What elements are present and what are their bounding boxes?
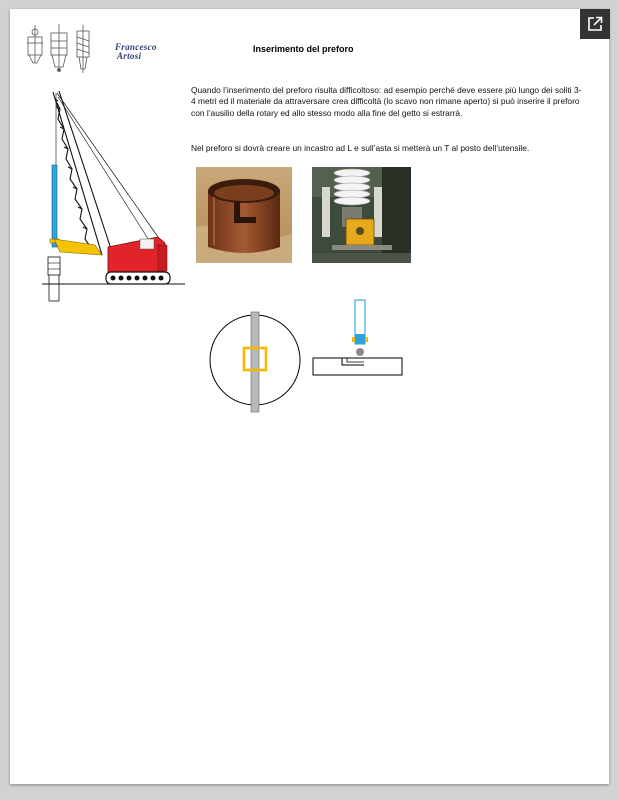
casing-photo [196,167,292,263]
t-tool-photo [312,167,411,263]
drill-kelly [52,165,57,247]
logo-name-first: Francesco [115,42,157,52]
crane-illustration [40,87,185,302]
open-external-icon [587,16,603,32]
joint-diagram [206,285,416,420]
logo-name [115,43,157,61]
page-title: Inserimento del preforo [253,44,354,54]
open-external-button[interactable] [580,9,610,39]
logo-machines-graphic [25,23,103,75]
rod-section [251,312,259,412]
casing-wall-section [313,358,402,375]
t-key-pin [356,348,364,356]
crane-body [108,237,165,272]
document-page [10,9,609,784]
instruction-paragraph: Nel preforo si dovrà creare un incastro ad L e sull’asta si metterà un T al posto dell’utensile. [191,143,530,153]
intro-paragraph: Quando l’inserimento del preforo risulta difficoltoso: ad esempio perché deve essere più lungo dei soliti 3-4 metri ed il materiale da attraversare crea difficoltà (lo scavo non rimane aperto) si può inserire il preforo con l’ausilio della rotary ed allo stesso modo alla fine del getto si estrarrà. [191,85,582,118]
company-logo [25,23,160,75]
logo-name-last: Artosi [117,51,142,61]
